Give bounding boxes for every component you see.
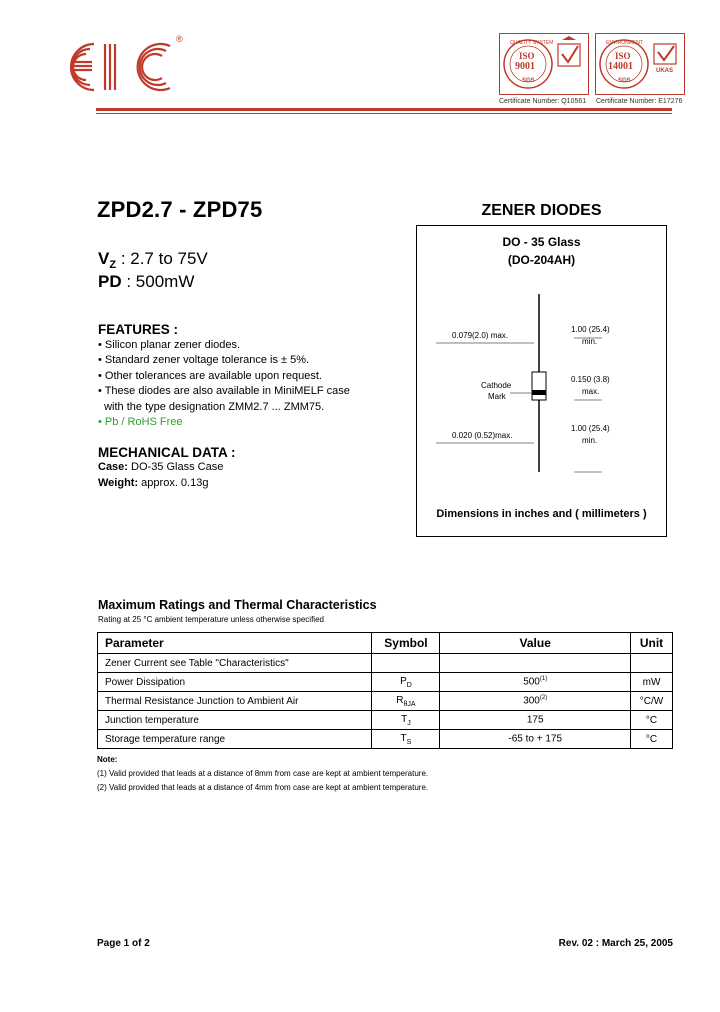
table-row bbox=[98, 730, 673, 749]
feature-item: • These diodes are also available in MiniMELF case bbox=[98, 385, 350, 397]
pd-label: PD bbox=[98, 272, 122, 291]
cert1-number: 9001 bbox=[515, 61, 535, 72]
col-value: Value bbox=[440, 633, 631, 654]
weight-line bbox=[98, 477, 208, 489]
features-heading: FEATURES : bbox=[98, 322, 178, 337]
feature-item: • Silicon planar zener diodes. bbox=[98, 339, 241, 351]
cert2-body: SGS bbox=[618, 78, 631, 84]
ratings-heading: Maximum Ratings and Thermal Characteristics bbox=[98, 598, 377, 612]
dim-length-top: 1.00 (25.4) bbox=[571, 325, 610, 334]
product-title: ZPD2.7 - ZPD75 bbox=[97, 197, 263, 222]
cell-symbol: $T_S$ bbox=[372, 730, 440, 749]
cell-param: Storage temperature range bbox=[98, 730, 372, 749]
feature-item: • Other tolerances are available upon request. bbox=[98, 370, 322, 382]
header-rule-thick bbox=[96, 108, 672, 111]
rohs-item: • Pb / RoHS Free bbox=[98, 416, 183, 428]
case-label: Case: bbox=[98, 461, 128, 473]
col-unit: Unit bbox=[631, 633, 673, 654]
note-label: Note: bbox=[97, 755, 118, 764]
col-parameter: Parameter bbox=[98, 633, 372, 654]
vz-spec bbox=[98, 249, 208, 269]
dim-min-top: min. bbox=[582, 337, 598, 346]
package-jedec: (DO-204AH) bbox=[507, 253, 576, 267]
case-line bbox=[98, 461, 223, 473]
cert1-caption: Certificate Number: Q10561 bbox=[499, 98, 587, 105]
feature-item: with the type designation ZMM2.7 ... ZMM75. bbox=[98, 401, 325, 413]
registered-mark: ® bbox=[176, 34, 183, 44]
dim-length-bottom: 1.00 (25.4) bbox=[571, 424, 610, 433]
cert1-standard: ISO bbox=[519, 51, 535, 61]
table-row bbox=[98, 711, 673, 730]
cert2-caption: Certificate Number: E17276 bbox=[596, 98, 683, 105]
cell-value: 500$^{(1)}$ bbox=[440, 673, 631, 692]
dim-body-max: max. bbox=[582, 387, 600, 396]
mechanical-heading: MECHANICAL DATA : bbox=[98, 445, 236, 460]
vz-symbol: V bbox=[98, 249, 110, 268]
cell-param: Junction temperature bbox=[98, 711, 372, 730]
cell-unit: mW bbox=[631, 673, 673, 692]
dim-lead2-diameter: 0.020 (0.52)max. bbox=[452, 431, 513, 440]
pd-spec bbox=[98, 272, 194, 292]
weight-value: approx. 0.13g bbox=[138, 477, 209, 489]
note-2: (2) Valid provided that leads at a distance of 4mm from case are kept at ambient temperature. bbox=[97, 783, 429, 792]
cell-param: Zener Current see Table "Characteristics" bbox=[98, 654, 372, 673]
col-symbol: Symbol bbox=[372, 633, 440, 654]
cell-unit: °C/W bbox=[631, 692, 673, 711]
cell-symbol: $R_{\theta JA}$ bbox=[372, 692, 440, 711]
iso14001-badge bbox=[595, 33, 685, 95]
cell-symbol: $P_D$ bbox=[372, 673, 440, 692]
cert2-standard: ISO bbox=[615, 51, 631, 61]
cell-symbol: $T_J$ bbox=[372, 711, 440, 730]
cell-value: 300$^{(2)}$ bbox=[440, 692, 631, 711]
cathode-label-1: Cathode bbox=[481, 381, 512, 390]
page-number: Page 1 of 2 bbox=[97, 938, 150, 949]
dim-body-length: 0.150 (3.8) bbox=[571, 375, 610, 384]
dimensions-caption: Dimensions in inches and ( millimeters ) bbox=[436, 508, 647, 520]
case-value: DO-35 Glass Case bbox=[127, 461, 224, 473]
package-drawing bbox=[416, 290, 666, 490]
cell-symbol bbox=[372, 654, 440, 673]
vz-value: : 2.7 to 75V bbox=[120, 249, 208, 268]
note-1: (1) Valid provided that leads at a distance of 8mm from case are kept at ambient temperature. bbox=[97, 769, 429, 778]
cathode-label-2: Mark bbox=[488, 392, 506, 401]
cert2-accreditation: UKAS bbox=[656, 68, 674, 74]
cert1-label: QUALITY SYSTEM bbox=[510, 40, 554, 46]
cell-unit: °C bbox=[631, 711, 673, 730]
cell-unit: °C bbox=[631, 730, 673, 749]
table-row bbox=[98, 673, 673, 692]
dim-min-bottom: min. bbox=[582, 436, 598, 445]
cathode-band bbox=[532, 390, 546, 395]
ratings-table bbox=[97, 632, 673, 749]
cert2-number: 14001 bbox=[608, 61, 633, 72]
cell-param: Thermal Resistance Junction to Ambient Air bbox=[98, 692, 372, 711]
diode-body bbox=[532, 372, 546, 400]
weight-label: Weight: bbox=[98, 477, 139, 489]
cell-unit bbox=[631, 654, 673, 673]
table-row bbox=[98, 654, 673, 673]
cert1-body: SGS bbox=[522, 78, 535, 84]
cell-param: Power Dissipation bbox=[98, 673, 372, 692]
table-header-row bbox=[98, 633, 673, 654]
header-rule-thin bbox=[96, 113, 672, 114]
package-name: DO - 35 Glass bbox=[502, 235, 581, 249]
feature-item: • Standard zener voltage tolerance is ± 5%. bbox=[98, 354, 310, 366]
zener-diodes-title: ZENER DIODES bbox=[481, 202, 602, 219]
ratings-subheading: Rating at 25 °C ambient temperature unless otherwise specified bbox=[98, 615, 324, 624]
revision-date: Rev. 02 : March 25, 2005 bbox=[558, 938, 673, 949]
dim-lead-diameter: 0.079(2.0) max. bbox=[452, 331, 509, 340]
cell-value: 175 bbox=[440, 711, 631, 730]
iso9001-badge bbox=[499, 33, 589, 95]
pd-value: : 500mW bbox=[126, 272, 195, 291]
cell-value: -65 to + 175 bbox=[440, 730, 631, 749]
table-row bbox=[98, 692, 673, 711]
company-logo bbox=[60, 36, 182, 98]
cell-value bbox=[440, 654, 631, 673]
cert2-label: ENVIRONMENT bbox=[606, 40, 643, 46]
vz-subscript: Z bbox=[109, 259, 117, 271]
